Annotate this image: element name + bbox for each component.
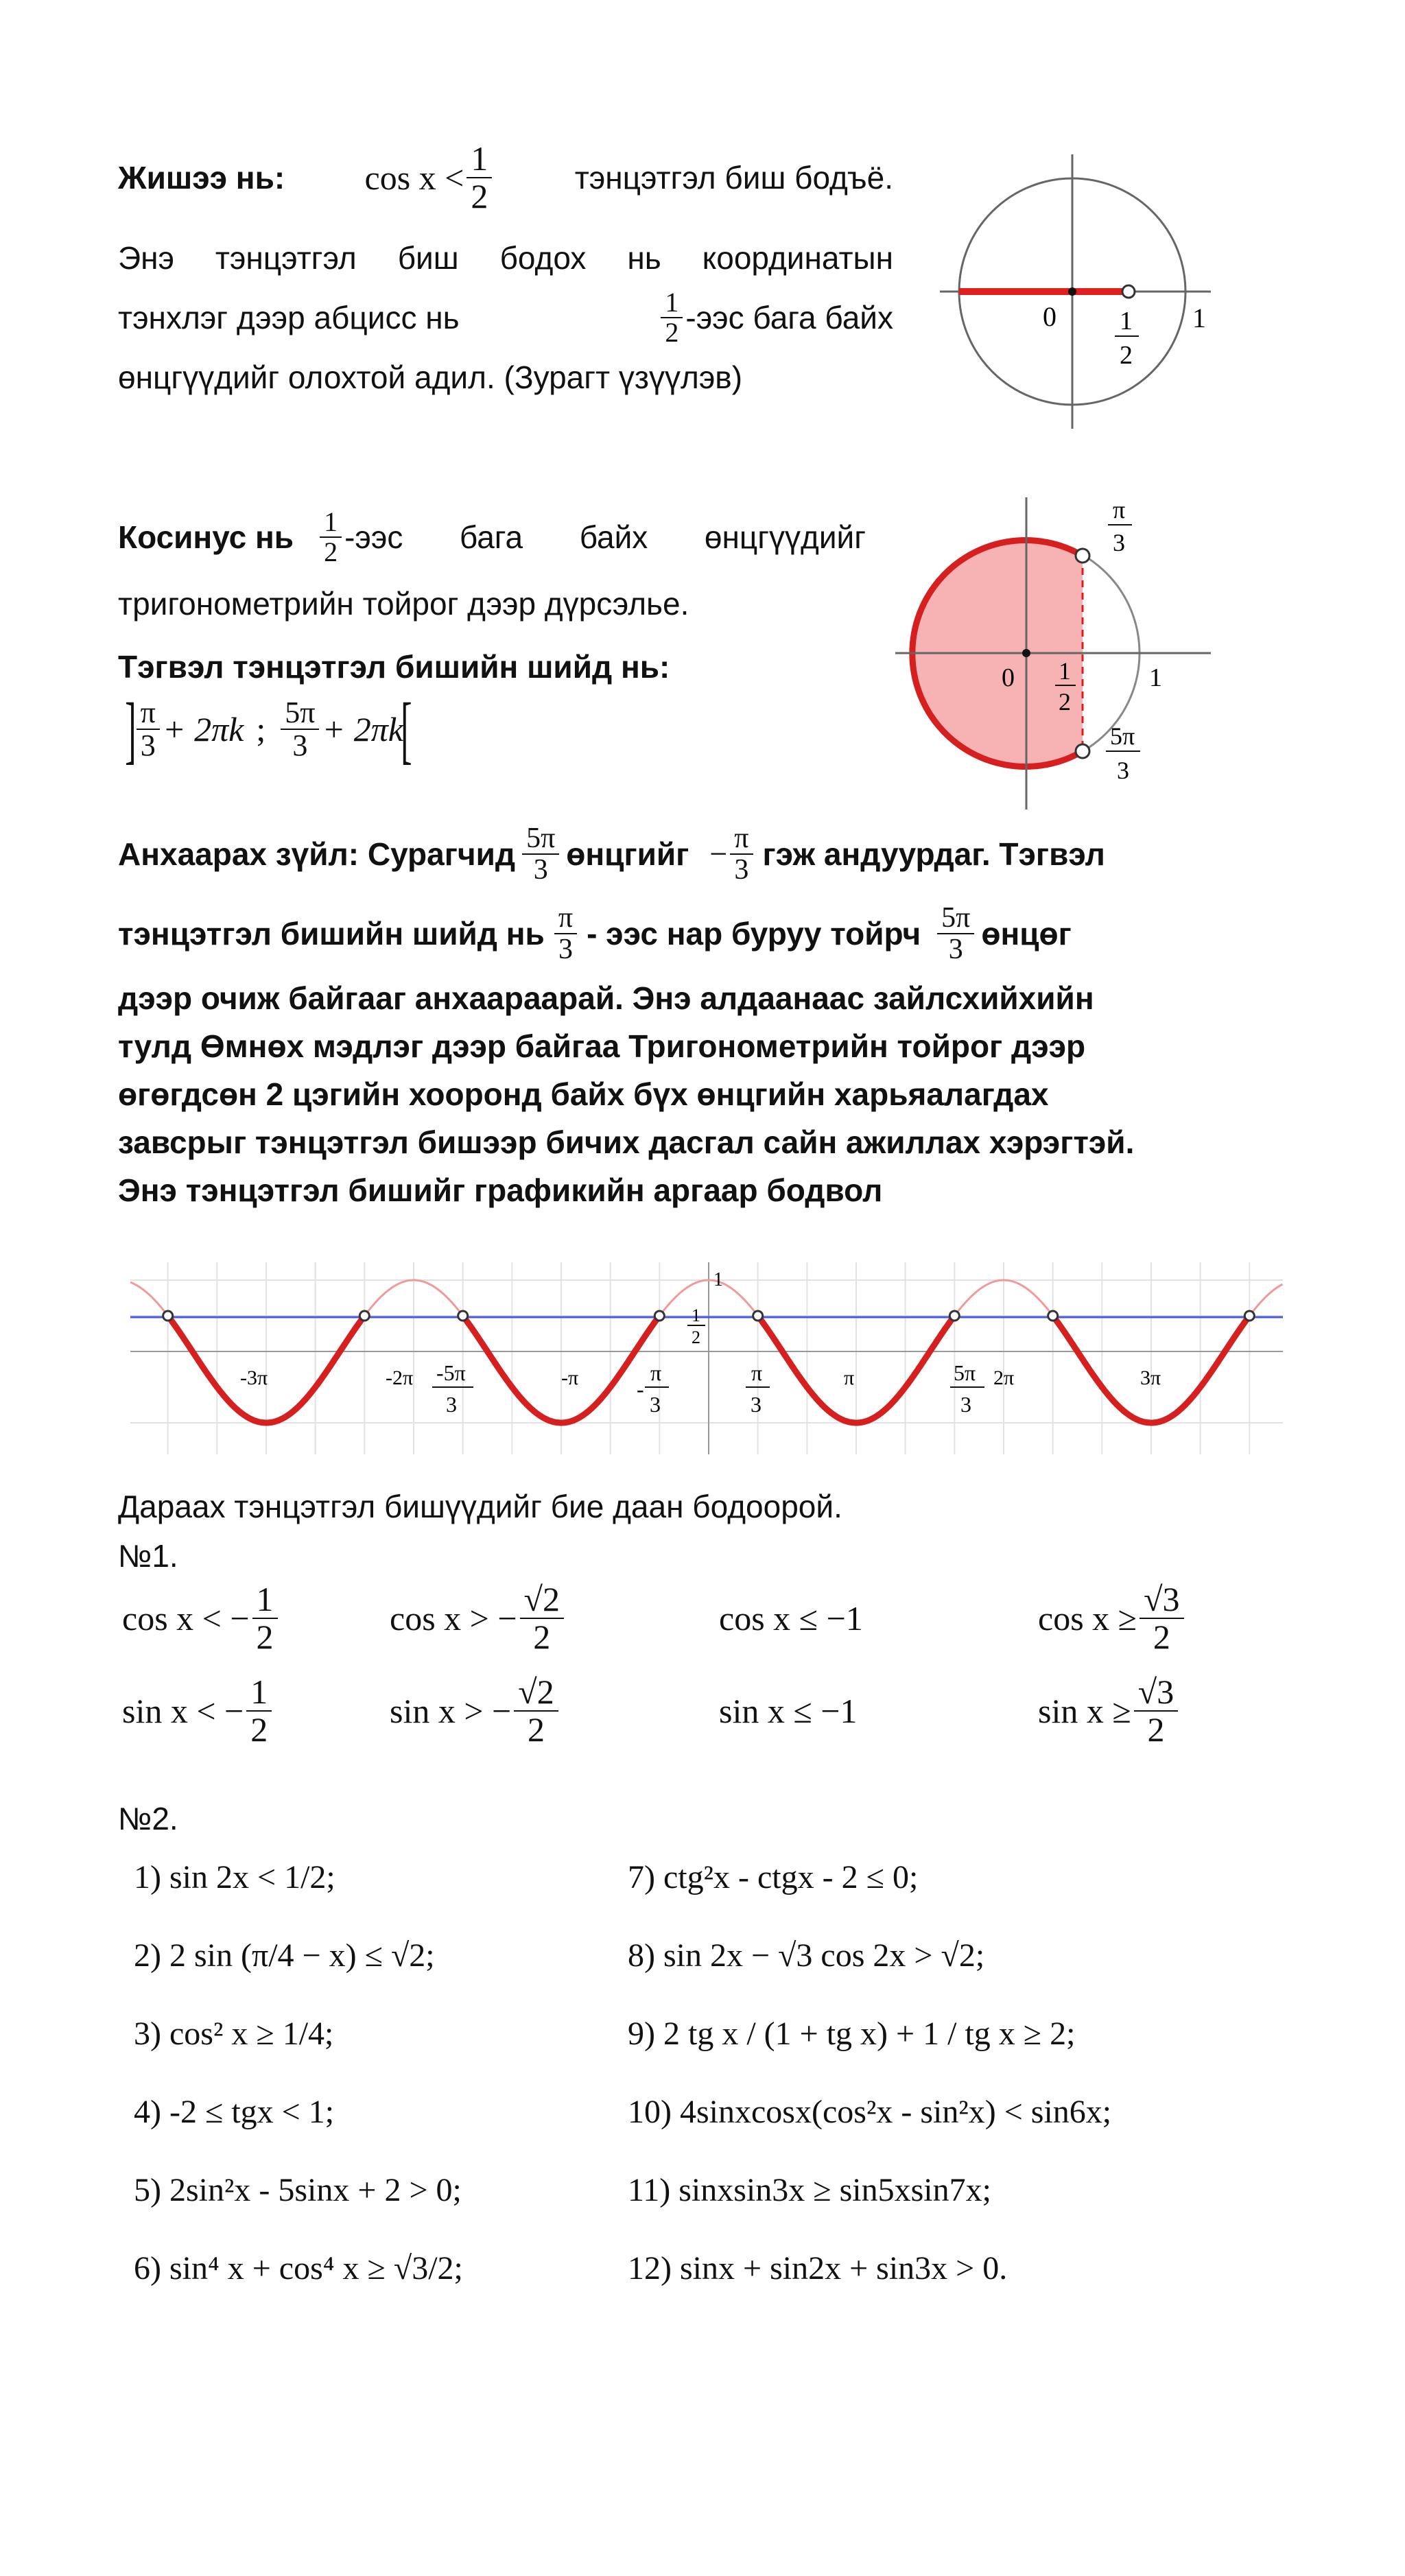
tick-minus-2pi: -2π — [386, 1367, 414, 1389]
example-inequality — [365, 141, 495, 214]
open-point — [1048, 1311, 1058, 1321]
task-1-item: sin x ≤ −1 — [719, 1691, 858, 1730]
open-point — [1244, 1311, 1254, 1321]
fraction-one-half: $\frac{1}{2}$ — [320, 508, 342, 567]
task-1-item: sin x > − $\frac{√2}{2}$ — [390, 1674, 719, 1747]
svg-text:π: π — [650, 1360, 662, 1385]
label-one: 1 — [1192, 303, 1206, 333]
svg-text:3: 3 — [1117, 757, 1129, 784]
label-zero: 0 — [1043, 301, 1056, 332]
svg-text:3: 3 — [960, 1392, 971, 1417]
svg-text:0: 0 — [1002, 663, 1015, 692]
tasks-n1-title: №1. — [118, 1538, 178, 1574]
tick-minus-3pi: -3π — [240, 1367, 268, 1389]
open-point — [949, 1311, 959, 1321]
svg-text:-: - — [637, 1377, 644, 1402]
tasks-intro: Дараах тэнцэтгэл бишүүдийг бие даан бодоорой. — [118, 1489, 842, 1524]
task-1-item: cos x ≤ −1 — [719, 1598, 863, 1638]
svg-text:1: 1 — [1149, 663, 1162, 692]
label-y-one: 1 — [713, 1269, 723, 1290]
open-point — [359, 1311, 369, 1321]
open-point-5pi-3 — [1076, 744, 1089, 758]
tick-3pi: 3π — [1140, 1367, 1161, 1389]
task-2-item: 6) sin⁴ x + cos⁴ x ≥ √3/2; — [134, 2250, 463, 2287]
task-1-item: sin x ≥ $\frac{√3}{2}$ — [1038, 1674, 1244, 1747]
cosine-graph — [130, 1262, 1283, 1454]
tick-pi: π — [844, 1367, 855, 1389]
example-line-3: тэнхлэг дээр абцисс нь $\frac{1}{2}$ -ээс бага байх — [118, 287, 893, 348]
example-tail: тэнцэтгэл биш бодъё. — [574, 159, 893, 196]
svg-text:3: 3 — [751, 1392, 761, 1417]
task-1-item: cos x > − $\frac{√2}{2}$ — [390, 1581, 719, 1655]
open-point — [753, 1311, 763, 1321]
svg-text:1: 1 — [1059, 657, 1071, 685]
note-line-5: өгөгдсөн 2 цэгийн хооронд байх бүх өнцгийн харьяалагдах — [118, 1076, 1049, 1113]
task-2-item: 2) 2 sin (π/4 − x) ≤ √2; — [134, 1937, 435, 1974]
tasks-section — [118, 1482, 1284, 1581]
note-line-2: тэнцэтгэл бишийн шийд нь $\frac{\pi}{3}$ - ээс нар буруу тойрч $\frac{5\pi}{3}$ өнцөг — [118, 902, 1072, 966]
open-point-half — [1122, 285, 1135, 298]
svg-text:2: 2 — [692, 1327, 700, 1347]
task-2-grid — [134, 1849, 1266, 2297]
fraction-one-half: $\frac{1}{2}$ — [661, 288, 683, 347]
svg-text:3: 3 — [446, 1392, 457, 1417]
task-2-item: 11) sinxsin3x ≥ sin5xsin7x; — [628, 2172, 991, 2208]
label-half-num: 1 — [1120, 307, 1133, 335]
example-line-2: Энэ тэнцэтгэл биш бодох нь координатын — [118, 240, 893, 276]
task-2-item: 9) 2 tg x / (1 + tg x) + 1 / tg x ≥ 2; — [628, 2016, 1076, 2052]
fraction-one-half: $\frac{1}{2}$ — [467, 141, 492, 214]
svg-text:-5π: -5π — [436, 1360, 466, 1385]
note-line-6: завсрыг тэнцэтгэл бишээр бичих дасгал сайн ажиллах хэрэгтэй. — [118, 1124, 1135, 1161]
example-paragraph — [118, 141, 893, 402]
tasks-n2-title: №2. — [118, 1801, 178, 1836]
tick-minus-pi: -π — [561, 1367, 579, 1389]
task-2-item: 5) 2sin²x - 5sinx + 2 > 0; — [134, 2172, 462, 2208]
task-1-item: cos x ≥ $\frac{√3}{2}$ — [1038, 1581, 1244, 1655]
task-2-item: 7) ctg²x - ctgx - 2 ≤ 0; — [628, 1859, 919, 1895]
svg-text:π: π — [1113, 496, 1126, 523]
task-2-item: 4) -2 ≤ tgx < 1; — [134, 2094, 335, 2130]
origin-point — [1068, 287, 1076, 296]
note-line-7: Энэ тэнцэтгэл бишийг графикийн аргаар бодвол — [118, 1172, 883, 1209]
task-1-grid — [122, 1581, 1192, 1747]
svg-text:1: 1 — [692, 1305, 700, 1325]
task-1-item: sin x < − $\frac{1}{2}$ — [122, 1674, 390, 1747]
task-2-item: 12) sinx + sin2x + sin3x > 0. — [628, 2250, 1008, 2287]
note-line-3: дээр очиж байгааг анхаараарай. Энэ алдаанаас зайлсхийхийн — [118, 980, 1094, 1017]
example-ineq: cos x < — [364, 158, 464, 197]
example-lead: Жишээ нь: — [118, 159, 285, 196]
note-line-1: Анхаарах зүйл: Сурагчид $\frac{5\pi}{3}$ өнцгийг − $\frac{\pi}{3}$ гэж андуурдаг. Тэгвэл — [118, 823, 1105, 886]
open-point — [458, 1311, 468, 1321]
example-line-4: өнцгүүдийг олохтой адил. (Зурагт үзүүлэв) — [118, 359, 743, 395]
open-point-pi-3 — [1076, 549, 1089, 563]
task-2-item: 10) 4sinxcosx(cos²x - sin²x) < sin6x; — [628, 2094, 1112, 2130]
svg-text:2: 2 — [1059, 688, 1071, 716]
note-line-4: тулд Өмнөх мэдлэг дээр байгаа Тригонометрийн тойрог дээр — [118, 1028, 1086, 1065]
open-point — [654, 1311, 664, 1321]
note-paragraph — [118, 823, 1284, 1214]
solution-title: Тэгвэл тэнцэтгэл бишийн шийд нь: — [118, 649, 670, 685]
svg-text:π: π — [751, 1360, 763, 1385]
unit-circle-shaded-figure — [892, 491, 1214, 813]
open-point — [163, 1311, 173, 1321]
task-2-item: 3) cos² x ≥ 1/4; — [134, 2016, 334, 2052]
task-2-item: 1) sin 2x < 1/2; — [134, 1859, 335, 1895]
cosine-line-1: Косинус нь $\frac{1}{2}$ -ээс бага байх өнцгүүдийг — [118, 506, 866, 567]
label-half-den: 2 — [1120, 341, 1133, 370]
svg-text:5π: 5π — [954, 1360, 976, 1385]
tick-2pi: 2π — [993, 1367, 1015, 1389]
solution-interval: ] $\frac{\pi}{3}$ + 2πk ; $\frac{5\pi}{3}$ + 2πk [ — [125, 687, 412, 771]
cosine-line-2: тригонометрийн тойрог дээр дүрсэлье. — [118, 586, 689, 622]
example-line-1 — [118, 141, 893, 214]
cosine-paragraph — [118, 506, 866, 771]
task-1-item: cos x < − $\frac{1}{2}$ — [122, 1581, 390, 1655]
unit-circle-figure — [940, 147, 1214, 436]
svg-text:5π: 5π — [1110, 722, 1135, 750]
task-2-item: 8) sin 2x − √3 cos 2x > √2; — [628, 1937, 985, 1974]
svg-text:3: 3 — [650, 1392, 661, 1417]
svg-text:3: 3 — [1113, 529, 1125, 556]
